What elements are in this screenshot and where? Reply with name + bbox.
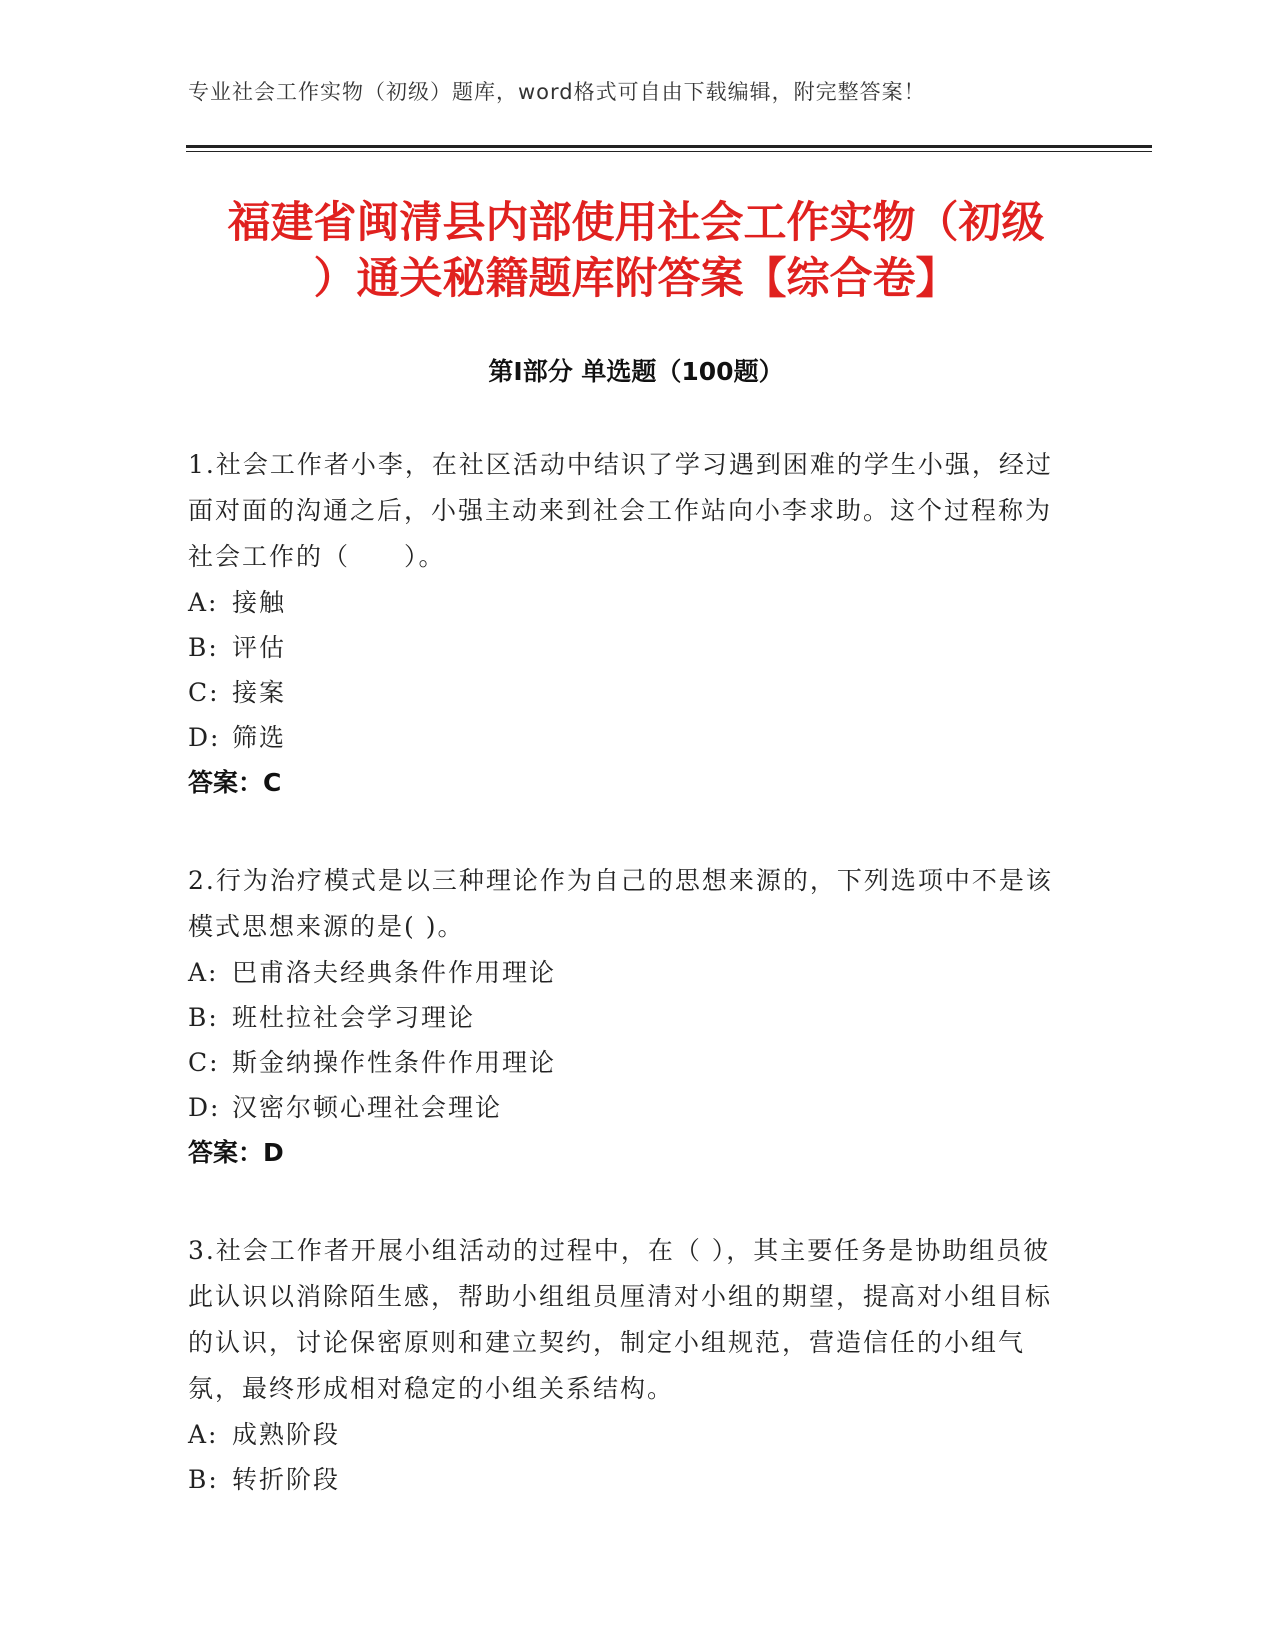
option-b [188,625,1068,670]
option-c [188,670,1068,715]
option-a [188,1412,1068,1457]
answer: 答案：C [188,768,282,797]
option-a [188,580,1068,625]
option-text: 筛选 [232,723,287,752]
question-text: 3.社会工作者开展小组活动的过程中，在（ ），其主要任务是协助组员彼此认识以消除陌生感，帮助小组组员厘清对小组的期望，提高对小组目标的认识，讨论保密原则和建立契约，制定小组规范，营造信任的小组气氛，最终形成相对稳定的小组关系结构。 [188,1236,1053,1403]
question-list [188,442,1068,1554]
option-d [188,1085,1068,1130]
option-letter: B: [188,633,219,662]
option-text: 评估 [232,633,287,662]
document-title-line-1: 福建省闽清县内部使用社会工作实物（初级 [227,198,1045,248]
option-letter: B: [188,1465,219,1494]
option-b [188,995,1068,1040]
option-text: 汉密尔顿心理社会理论 [232,1093,503,1122]
option-text: 班杜拉社会学习理论 [232,1003,476,1032]
option-text: 成熟阶段 [232,1420,341,1449]
header-rule-thick [186,145,1152,148]
option-letter: C: [188,678,220,707]
option-b [188,1457,1068,1502]
option-letter: A: [188,958,219,987]
option-letter: A: [188,588,219,617]
document-title [186,195,1086,307]
option-text: 接案 [232,678,287,707]
document-title-line-2: ）通关秘籍题库附答案【综合卷】 [313,254,959,304]
answer: 答案：D [188,1138,284,1167]
question-text: 2.行为治疗模式是以三种理论作为自己的思想来源的，下列选项中不是该模式思想来源的是( )。 [188,866,1053,941]
header-note: 专业社会工作实物（初级）题库，word格式可自由下载编辑，附完整答案！ [188,80,926,104]
option-text: 斯金纳操作性条件作用理论 [232,1048,557,1077]
question-3 [188,1228,1068,1502]
option-letter: D: [188,723,221,752]
section-heading: 第Ⅰ部分 单选题（100题） [488,357,784,386]
question-2 [188,858,1068,1176]
option-d [188,715,1068,760]
option-text: 接触 [232,588,287,617]
option-letter: D: [188,1093,221,1122]
header-rule-thin [186,151,1152,152]
option-letter: A: [188,1420,219,1449]
option-letter: C: [188,1048,220,1077]
option-a [188,950,1068,995]
question-text: 1.社会工作者小李，在社区活动中结识了学习遇到困难的学生小强，经过面对面的沟通之后，小强主动来到社会工作站向小李求助。这个过程称为社会工作的（ ）。 [188,450,1053,571]
option-letter: B: [188,1003,219,1032]
option-c [188,1040,1068,1085]
option-text: 巴甫洛夫经典条件作用理论 [232,958,557,987]
question-1 [188,442,1068,806]
option-text: 转折阶段 [232,1465,341,1494]
